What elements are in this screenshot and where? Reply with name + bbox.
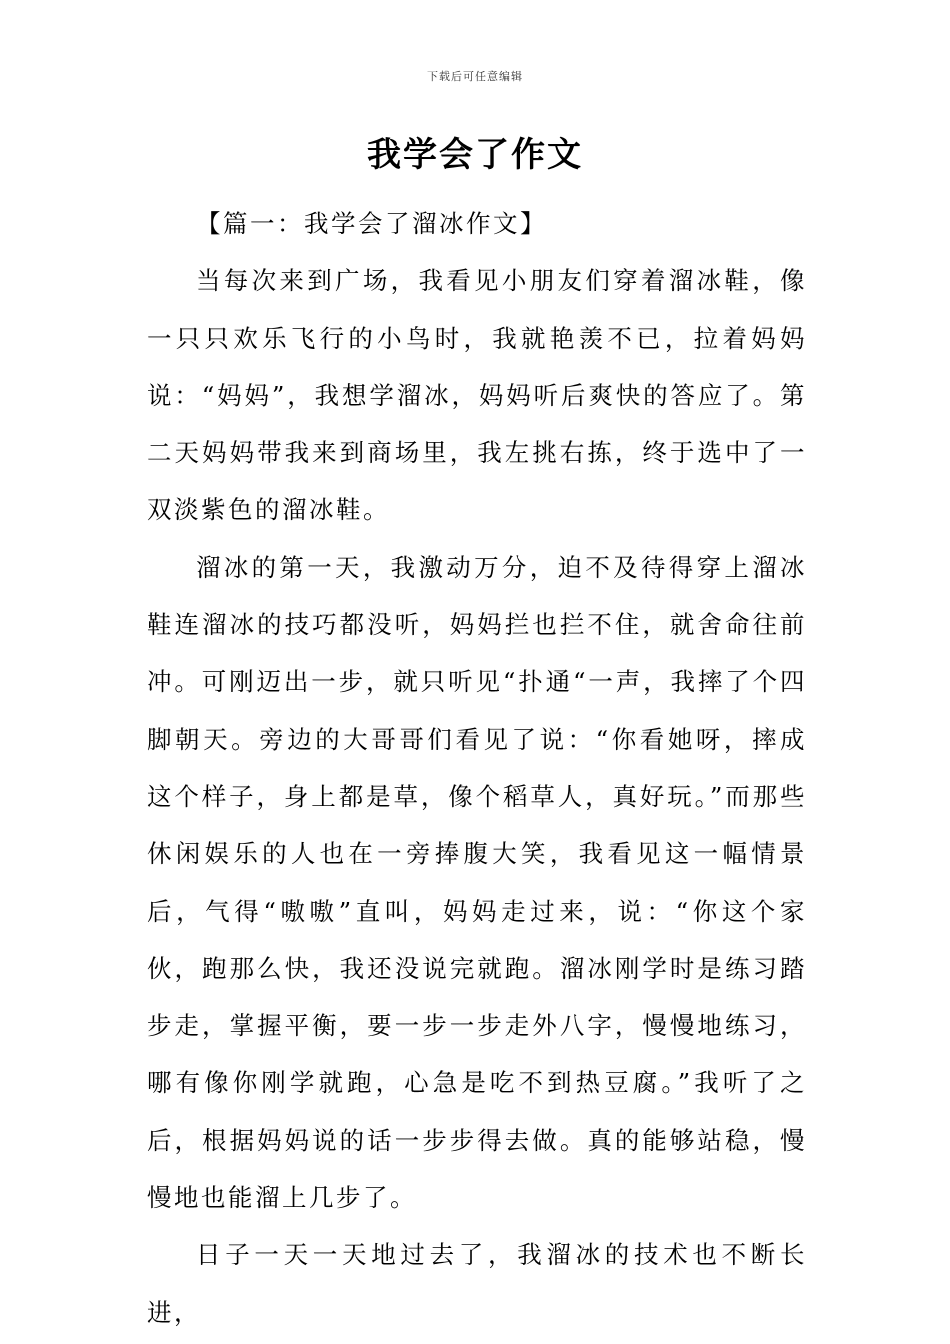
section-heading: 【篇一：我学会了溜冰作文】: [196, 209, 547, 238]
header-note: 下载后可任意编辑: [427, 70, 523, 83]
document-body: [147, 195, 807, 1341]
document-title: 我学会了作文: [367, 135, 583, 175]
paragraph: 当每次来到广场，我看见小朋友们穿着溜冰鞋，像一只只欢乐飞行的小鸟时，我就艳羡不已，拉着妈妈说：“妈妈”，我想学溜冰，妈妈听后爽快的答应了。第二天妈妈带我来到商场里，我左挑右拣，终于选中了一双淡紫色的溜冰鞋。: [147, 266, 807, 525]
paragraph: 日子一天一天地过去了，我溜冰的技术也不断长进，: [147, 1240, 807, 1327]
paragraph: 溜冰的第一天，我激动万分，迫不及待得穿上溜冰鞋连溜冰的技巧都没听，妈妈拦也拦不住，就舍命往前冲。可刚迈出一步，就只听见“扑通“一声，我摔了个四脚朝天。旁边的大哥哥们看见了说：“你看她呀，摔成这个样子，身上都是草，像个稻草人，真好玩。”而那些休闲娱乐的人也在一旁捧腹大笑，我看见这一幅情景后，气得“嗷嗷”直叫，妈妈走过来，说：“你这个家伙，跑那么快，我还没说完就跑。溜冰刚学时是练习踏步走，掌握平衡，要一步一步走外八字，慢慢地练习，哪有像你刚学就跑，心急是吃不到热豆腐。”我听了之后，根据妈妈说的话一步步得去做。真的能够站稳，慢慢地也能溜上几步了。: [147, 552, 807, 1213]
